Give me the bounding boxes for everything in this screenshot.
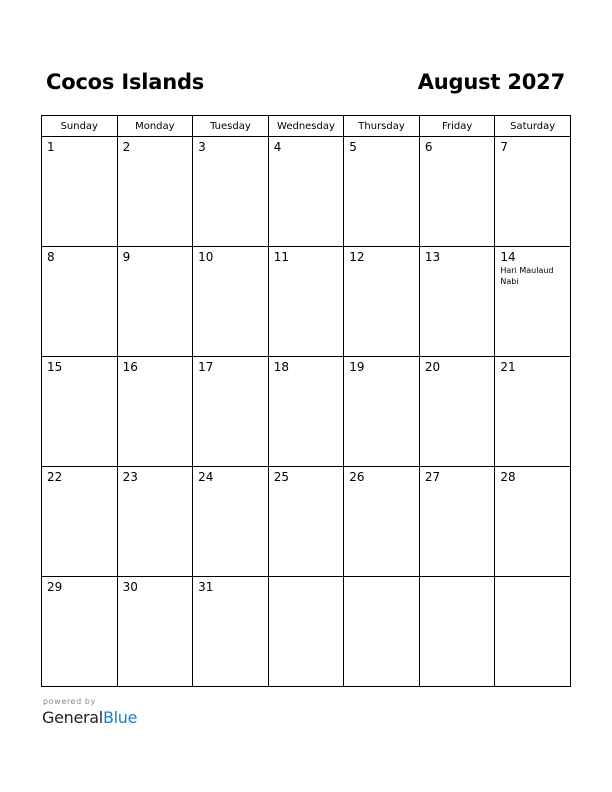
day-number: 10 — [198, 250, 214, 264]
weekday-wednesday: Wednesday — [268, 116, 344, 137]
day-number: 29 — [47, 580, 63, 594]
day-number: 5 — [349, 140, 357, 154]
day-number: 12 — [349, 250, 365, 264]
day-cell — [344, 357, 420, 467]
weekday-sunday: Sunday — [42, 116, 118, 137]
day-number: 23 — [122, 470, 138, 484]
empty-day-cell — [495, 577, 571, 687]
day-number: 9 — [122, 250, 131, 264]
day-number: 20 — [424, 360, 441, 374]
day-cell — [42, 577, 118, 687]
day-number — [420, 577, 495, 580]
weekday-friday: Friday — [419, 116, 495, 137]
day-number: 8 — [47, 250, 55, 264]
day-number: 6 — [424, 140, 433, 154]
day-number: 27 — [424, 470, 441, 484]
day-cell — [117, 247, 193, 357]
day-cell — [495, 467, 571, 577]
day-cell — [42, 467, 118, 577]
week-row-5 — [42, 577, 571, 687]
day-cell — [268, 137, 344, 247]
day-cell — [419, 137, 495, 247]
day-number: 1 — [47, 140, 55, 154]
day-cell — [117, 137, 193, 247]
brand-part-general: General — [42, 708, 103, 727]
day-cell — [42, 137, 118, 247]
day-number: 16 — [122, 360, 138, 374]
day-number: 24 — [198, 470, 214, 484]
week-row-3 — [42, 357, 571, 467]
day-number: 11 — [273, 250, 289, 264]
day-number: 31 — [198, 580, 214, 594]
day-number — [344, 577, 419, 580]
weekday-tuesday: Tuesday — [193, 116, 269, 137]
day-cell — [268, 247, 344, 357]
powered-by-label: powered by — [43, 697, 96, 706]
day-cell — [193, 577, 269, 687]
day-cell — [495, 137, 571, 247]
generalblue-logo[interactable] — [42, 708, 137, 727]
region-title: Cocos Islands — [46, 70, 205, 94]
day-cell — [268, 357, 344, 467]
weekday-thursday: Thursday — [344, 116, 420, 137]
day-cell — [193, 467, 269, 577]
day-cell — [117, 467, 193, 577]
day-number: 4 — [273, 140, 282, 154]
day-number: 13 — [424, 250, 441, 264]
day-cell — [419, 357, 495, 467]
day-number: 7 — [500, 140, 509, 154]
day-cell — [495, 357, 571, 467]
week-row-4 — [42, 467, 571, 577]
day-cell — [193, 357, 269, 467]
day-number: 2 — [122, 140, 131, 154]
month-year-title: August 2027 — [417, 70, 565, 94]
day-number: 17 — [198, 360, 214, 374]
day-cell — [495, 247, 571, 357]
brand-part-blue: Blue — [102, 708, 138, 727]
week-row-1 — [42, 137, 571, 247]
day-number: 19 — [349, 360, 365, 374]
day-number — [495, 577, 570, 580]
day-number: 28 — [500, 470, 516, 484]
weekday-monday: Monday — [117, 116, 193, 137]
day-cell — [344, 467, 420, 577]
day-number — [269, 577, 344, 580]
day-number: 14 — [500, 250, 516, 264]
day-number: 3 — [198, 140, 206, 154]
day-number: 30 — [122, 580, 138, 594]
day-cell — [344, 137, 420, 247]
weekday-saturday: Saturday — [495, 116, 571, 137]
day-cell — [117, 577, 193, 687]
day-cell — [42, 247, 118, 357]
day-cell — [42, 357, 118, 467]
day-cell — [419, 247, 495, 357]
day-cell — [193, 137, 269, 247]
calendar-grid — [41, 115, 571, 687]
holiday-label: Hari Maulaud Nabi — [500, 266, 554, 286]
day-cell — [268, 467, 344, 577]
empty-day-cell — [419, 577, 495, 687]
day-cell — [193, 247, 269, 357]
week-row-2 — [42, 247, 571, 357]
day-cell — [344, 247, 420, 357]
day-number: 21 — [500, 360, 516, 374]
day-number: 22 — [47, 470, 63, 484]
empty-day-cell — [344, 577, 420, 687]
day-number: 25 — [273, 470, 289, 484]
day-number: 18 — [273, 360, 289, 374]
day-cell — [419, 467, 495, 577]
day-number: 15 — [47, 360, 63, 374]
day-number: 26 — [349, 470, 365, 484]
weekday-header-row — [42, 116, 571, 137]
day-cell — [117, 357, 193, 467]
empty-day-cell — [268, 577, 344, 687]
